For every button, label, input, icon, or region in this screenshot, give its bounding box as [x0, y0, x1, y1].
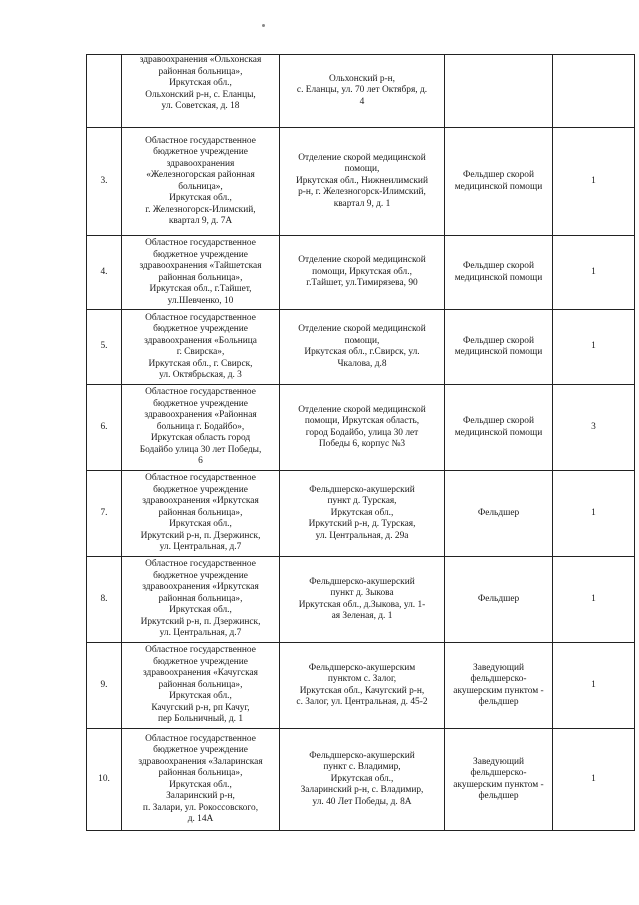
organization-line: бюджетное учреждение [153, 656, 248, 667]
organization-line: здравоохранения «Районная [144, 410, 257, 421]
address-line: помощи, [344, 335, 380, 346]
count-cell: 1 [553, 729, 635, 831]
organization-cell [122, 557, 280, 643]
organization-line: Областное государственное [145, 559, 256, 570]
address-line: Фельдшерско-акушерский [309, 576, 415, 587]
organization-line: бюджетное учреждение [153, 398, 248, 409]
organization-line: больница», [178, 181, 223, 192]
position-cell [445, 55, 553, 128]
address-line: пункт д. Зыкова [330, 588, 394, 598]
organization-line: Иркутский р-н, п. Дзержинск, [140, 530, 261, 541]
organization-line: Иркутская обл., г.Тайшет, [149, 284, 252, 294]
organization-cell [122, 643, 280, 729]
address-cell [280, 643, 445, 729]
organization-line: бюджетное учреждение [153, 484, 248, 495]
organization-line: здравоохранения «Больница [144, 335, 257, 346]
address-line: Иркутская обл., [330, 507, 394, 518]
position-cell: Фельдшер [445, 471, 553, 557]
address-line: Отделение скорой медицинской [298, 324, 426, 334]
table-row [87, 310, 635, 385]
position-cell: Заведующий фельдшерско-акушерским пунктом - фельдшер [445, 729, 553, 831]
address-line: квартал 9, д. 1 [333, 198, 391, 209]
organization-line: Ольхонский р-н, с. Еланцы, [145, 89, 256, 100]
vacancy-table [86, 54, 635, 831]
address-cell [280, 310, 445, 385]
position-cell: Заведующий фельдшерско-акушерским пунктом - фельдшер [445, 643, 553, 729]
organization-line: Областное государственное [145, 312, 256, 323]
address-line: 4 [359, 96, 365, 107]
organization-cell [122, 471, 280, 557]
organization-line: пер Больничный, д. 1 [157, 714, 244, 725]
organization-line: ул. Советская, д. 18 [161, 101, 240, 111]
address-line: Отделение скорой медицинской [298, 404, 426, 415]
row-number-cell: 9. [87, 643, 122, 729]
count-cell [553, 55, 635, 128]
organization-line: районная больница», [158, 679, 243, 690]
table-row [87, 557, 635, 643]
organization-line: д. 14А [187, 814, 214, 824]
organization-line: ул. Центральная, д.7 [159, 628, 242, 639]
organization-line: г. Свирска», [176, 347, 225, 357]
organization-line: Областное государственное [145, 645, 256, 656]
organization-line: здравоохранения «Заларинская [138, 756, 263, 767]
count-cell: 1 [553, 557, 635, 643]
organization-cell [122, 385, 280, 471]
organization-line: здравоохранения «Иркутская [142, 582, 259, 593]
address-line: Ольхонский р-н, [328, 73, 396, 84]
count-cell: 1 [553, 471, 635, 557]
address-line: Чкалова, д.8 [337, 358, 387, 369]
organization-cell [122, 729, 280, 831]
address-line: Победы 6, корпус №3 [318, 439, 406, 449]
organization-line: 6 [198, 456, 203, 467]
address-line: Фельдшерско-акушерским [308, 662, 416, 673]
address-cell [280, 557, 445, 643]
table-row [87, 643, 635, 729]
address-line: пунктом с. Залог, [327, 674, 397, 684]
table-row [87, 55, 635, 128]
organization-line: Качугский р-н, рп Качуг, [151, 702, 250, 713]
address-cell [280, 385, 445, 471]
count-cell: 1 [553, 128, 635, 236]
organization-cell [122, 310, 280, 385]
position-cell: Фельдшер скорой медицинской помощи [445, 128, 553, 236]
address-cell [280, 236, 445, 310]
address-line: Иркутский р-н, д. Турская, [308, 519, 416, 530]
address-line: пункт с. Владимир, [323, 762, 401, 773]
organization-line: Областное государственное [145, 733, 256, 744]
address-line: пункт д. Турская, [327, 496, 397, 507]
row-number-cell: 3. [87, 128, 122, 236]
position-cell: Фельдшер скорой медицинской помощи [445, 310, 553, 385]
table-body [87, 55, 635, 831]
address-line: г.Тайшет, ул.Тимирязева, 90 [306, 278, 418, 289]
address-line: р-н, г. Железногорск-Илимский, [298, 187, 426, 198]
organization-line: Иркутская обл., [169, 605, 232, 616]
address-line: Иркутская обл., д.Зыкова, ул. 1- [298, 599, 426, 610]
organization-line: бюджетное учреждение [153, 249, 248, 260]
organization-line: Иркутский р-н, п. Дзержинск, [140, 616, 261, 627]
organization-line: районная больница», [158, 66, 243, 77]
organization-line: здравоохранения «Качугская [143, 668, 258, 679]
row-number-cell: 6. [87, 385, 122, 471]
address-line: Отделение скорой медицинской [298, 152, 426, 163]
organization-line: бюджетное учреждение [153, 147, 248, 157]
address-line: помощи, Иркутская обл., [312, 266, 412, 277]
organization-line: г. Железногорск-Илимский, [145, 204, 256, 215]
address-line: с. Залог, ул. Центральная, д. 45-2 [296, 697, 428, 707]
row-number-cell [87, 55, 122, 128]
address-line: Иркутская обл., Качугский р-н, [299, 685, 425, 696]
address-line: помощи, Иркутская область, [304, 416, 420, 426]
position-cell: Фельдшер скорой медицинской помощи [445, 385, 553, 471]
address-cell [280, 55, 445, 128]
organization-line: районная больница», [158, 593, 243, 604]
organization-cell [122, 55, 280, 128]
organization-line: Областное государственное [145, 387, 256, 398]
table-row [87, 128, 635, 236]
table-row [87, 385, 635, 471]
address-line: город Бодайбо, улица 30 лет [305, 427, 419, 438]
organization-line: здравоохранения [166, 158, 235, 169]
table-row [87, 471, 635, 557]
organization-line: Областное государственное [145, 135, 256, 146]
address-cell [280, 471, 445, 557]
address-line: ул. Центральная, д. 29а [315, 530, 409, 541]
organization-line: квартал 9, д. 7А [168, 216, 233, 226]
organization-line: районная больница», [158, 768, 243, 778]
organization-line: Иркутская обл., [169, 193, 232, 203]
count-cell: 1 [553, 643, 635, 729]
organization-line: здравоохранения «Иркутская [142, 496, 259, 507]
position-cell: Фельдшер [445, 557, 553, 643]
organization-line: районная больница», [158, 507, 243, 518]
address-line: Заларинский р-н, с. Владимир, [300, 785, 424, 796]
address-line: Отделение скорой медицинской [298, 255, 426, 266]
address-line: с. Еланцы, ул. 70 лет Октября, д. [296, 85, 428, 96]
address-line: Фельдшерско-акушерский [309, 484, 415, 495]
address-cell [280, 128, 445, 236]
organization-line: Иркутская область город [150, 433, 251, 444]
organization-line: Иркутская обл., [169, 519, 232, 530]
row-number-cell: 7. [87, 471, 122, 557]
organization-line: Иркутская обл., г. Свирск, [148, 358, 253, 369]
organization-line: ул.Шевченко, 10 [167, 295, 234, 306]
count-cell: 1 [553, 310, 635, 385]
organization-line: бюджетное учреждение [153, 324, 248, 334]
organization-line: Бодайбо улица 30 лет Победы, [139, 444, 262, 455]
row-number-cell: 10. [87, 729, 122, 831]
organization-line: п. Залари, ул. Рокоссовского, [142, 802, 259, 813]
organization-line: Областное государственное [145, 238, 256, 248]
address-line: Иркутская обл., Нижнеилимский [296, 175, 428, 186]
organization-line: Иркутская обл., [169, 78, 232, 88]
address-cell [280, 729, 445, 831]
address-line: ая Зеленая, д. 1 [331, 611, 393, 621]
organization-line: здравоохранения «Тайшетская [139, 261, 262, 271]
scan-dot [262, 24, 265, 27]
organization-line: Областное государственное [145, 473, 256, 484]
address-line: ул. 40 Лет Победы, д. 8А [312, 796, 412, 807]
row-number-cell: 8. [87, 557, 122, 643]
organization-cell [122, 128, 280, 236]
address-line: Фельдшерско-акушерский [309, 750, 415, 761]
organization-line: бюджетное учреждение [153, 745, 248, 755]
organization-line: здравоохранения «Ольхонская [139, 55, 262, 65]
organization-line: Иркутская обл., [169, 691, 232, 702]
address-line: Иркутская обл., [330, 773, 394, 784]
address-line: Иркутская обл., г.Свирск, ул. [304, 347, 420, 357]
organization-line: Заларинский р-н, [166, 791, 235, 801]
row-number-cell: 5. [87, 310, 122, 385]
organization-line: больница г. Бодайбо», [156, 421, 245, 432]
row-number-cell: 4. [87, 236, 122, 310]
position-cell: Фельдшер скорой медицинской помощи [445, 236, 553, 310]
organization-line: Иркутская обл., [169, 779, 232, 790]
organization-cell [122, 236, 280, 310]
table-row [87, 729, 635, 831]
organization-line: районная больница», [158, 272, 243, 283]
address-line: помощи, [344, 164, 380, 175]
organization-line: ул. Центральная, д.7 [159, 542, 242, 553]
organization-line: бюджетное учреждение [153, 570, 248, 581]
count-cell: 3 [553, 385, 635, 471]
table-row [87, 236, 635, 310]
organization-line: «Железногорская районная [146, 170, 255, 180]
count-cell: 1 [553, 236, 635, 310]
organization-line: ул. Октябрьская, д. 3 [159, 370, 242, 380]
